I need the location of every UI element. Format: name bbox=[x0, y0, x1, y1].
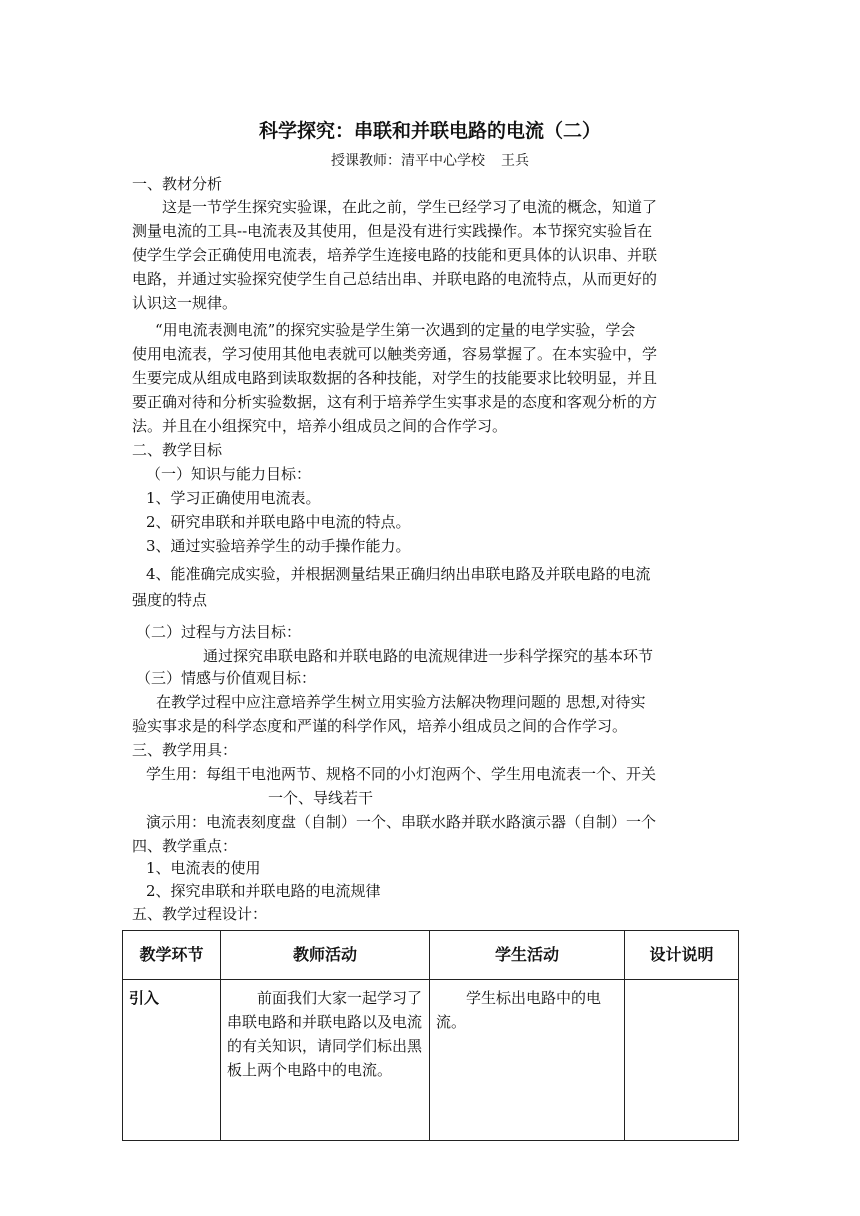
list-item: 通过探究串联电路和并联电路的电流规律进一步科学探究的基本环节 bbox=[203, 647, 654, 665]
cell-teacher bbox=[221, 980, 430, 1141]
student-activity: 学生标出电路中的电流。 bbox=[436, 989, 602, 1031]
paragraph-line: 生要完成从组成电路到读取数据的各种技能，对学生的技能要求比较明显，并且 bbox=[132, 369, 658, 387]
paragraph-line: 电路，并通过实验探究使学生自己总结出串、并联电路的电流特点，从而更好的 bbox=[132, 270, 658, 288]
cell-student bbox=[430, 980, 625, 1141]
list-item: 4、能准确完成实验，并根据测量结果正确归纳出串联电路及并联电路的电流 bbox=[146, 565, 651, 583]
header-teacher: 教师活动 bbox=[221, 931, 430, 980]
list-item: 1、学习正确使用电流表。 bbox=[146, 489, 321, 507]
table-row bbox=[123, 980, 739, 1141]
table-header-row bbox=[123, 931, 739, 980]
byline-teacher: 王兵 bbox=[501, 153, 529, 169]
stage-label: 引入 bbox=[129, 989, 160, 1007]
header-note: 设计说明 bbox=[625, 931, 739, 980]
subheading: （二）过程与方法目标： bbox=[136, 623, 302, 641]
list-item: 学生用：每组干电池两节、规格不同的小灯泡两个、学生用电流表一个、开关 bbox=[146, 765, 657, 783]
list-item-cont: 强度的特点 bbox=[132, 591, 208, 609]
list-item: 2、探究串联和并联电路的电流规律 bbox=[146, 882, 381, 900]
paragraph-line: 法。并且在小组探究中，培养小组成员之间的合作学习。 bbox=[132, 417, 508, 435]
paragraph-line: 要正确对待和分析实验数据，这有利于培养学生实事求是的态度和客观分析的方 bbox=[132, 393, 658, 411]
cell-stage bbox=[123, 980, 221, 1141]
subheading: （三）情感与价值观目标： bbox=[136, 669, 317, 687]
list-item: 1、电流表的使用 bbox=[146, 859, 261, 877]
paragraph-line: 使学生学会正确使用电流表，培养学生连接电路的技能和更具体的认识串、并联 bbox=[132, 246, 658, 264]
byline bbox=[0, 150, 860, 170]
process-table bbox=[122, 930, 739, 1141]
section-heading-3: 三、教学用具： bbox=[132, 741, 238, 759]
subheading: （一）知识与能力目标： bbox=[146, 465, 312, 483]
section-heading-1: 一、教材分析 bbox=[132, 175, 223, 193]
paragraph-line: 这是一节学生探究实验课，在此之前，学生已经学习了电流的概念，知道了 bbox=[132, 198, 658, 216]
teacher-activity: 前面我们大家一起学习了串联电路和并联电路以及电流的有关知识，请同学们标出黑板上两个电路中的电流。 bbox=[227, 989, 423, 1079]
byline-school: 授课教师：清平中心学校 bbox=[331, 153, 485, 169]
list-item-cont: 一个、导线若干 bbox=[268, 789, 374, 807]
cell-note bbox=[625, 980, 739, 1141]
header-stage: 教学环节 bbox=[123, 931, 221, 980]
section-heading-2-text: 二、教学目标 bbox=[132, 441, 223, 459]
page-title: 科学探究：串联和并联电路的电流（二） bbox=[258, 120, 601, 142]
list-item: 演示用：电流表刻度盘（自制）一个、串联水路并联水路演示器（自制）一个 bbox=[146, 813, 657, 831]
paragraph-line: 认识这一规律。 bbox=[132, 294, 238, 312]
paragraph-line: 验实事求是的科学态度和严谨的科学作风，培养小组成员之间的合作学习。 bbox=[132, 717, 628, 735]
paragraph-line: 使用电流表，学习使用其他电表就可以触类旁通，容易掌握了。在本实验中，学 bbox=[132, 345, 658, 363]
section-heading-4: 四、教学重点： bbox=[132, 837, 238, 855]
paragraph-line: “用电流表测电流”的探究实验是学生第一次遇到的定量的电学实验，学会 bbox=[140, 321, 636, 339]
section-heading-5: 五、教学过程设计： bbox=[132, 905, 268, 923]
header-student: 学生活动 bbox=[430, 931, 625, 980]
paragraph-line: 测量电流的工具--电流表及其使用，但是没有进行实践操作。本节探究实验旨在 bbox=[132, 222, 653, 240]
paragraph-line: 在教学过程中应注意培养学生树立用实验方法解决物理问题的 思想,对待实 bbox=[156, 693, 646, 711]
list-item: 3、通过实验培养学生的动手操作能力。 bbox=[146, 537, 411, 555]
list-item: 2、研究串联和并联电路中电流的特点。 bbox=[146, 513, 411, 531]
